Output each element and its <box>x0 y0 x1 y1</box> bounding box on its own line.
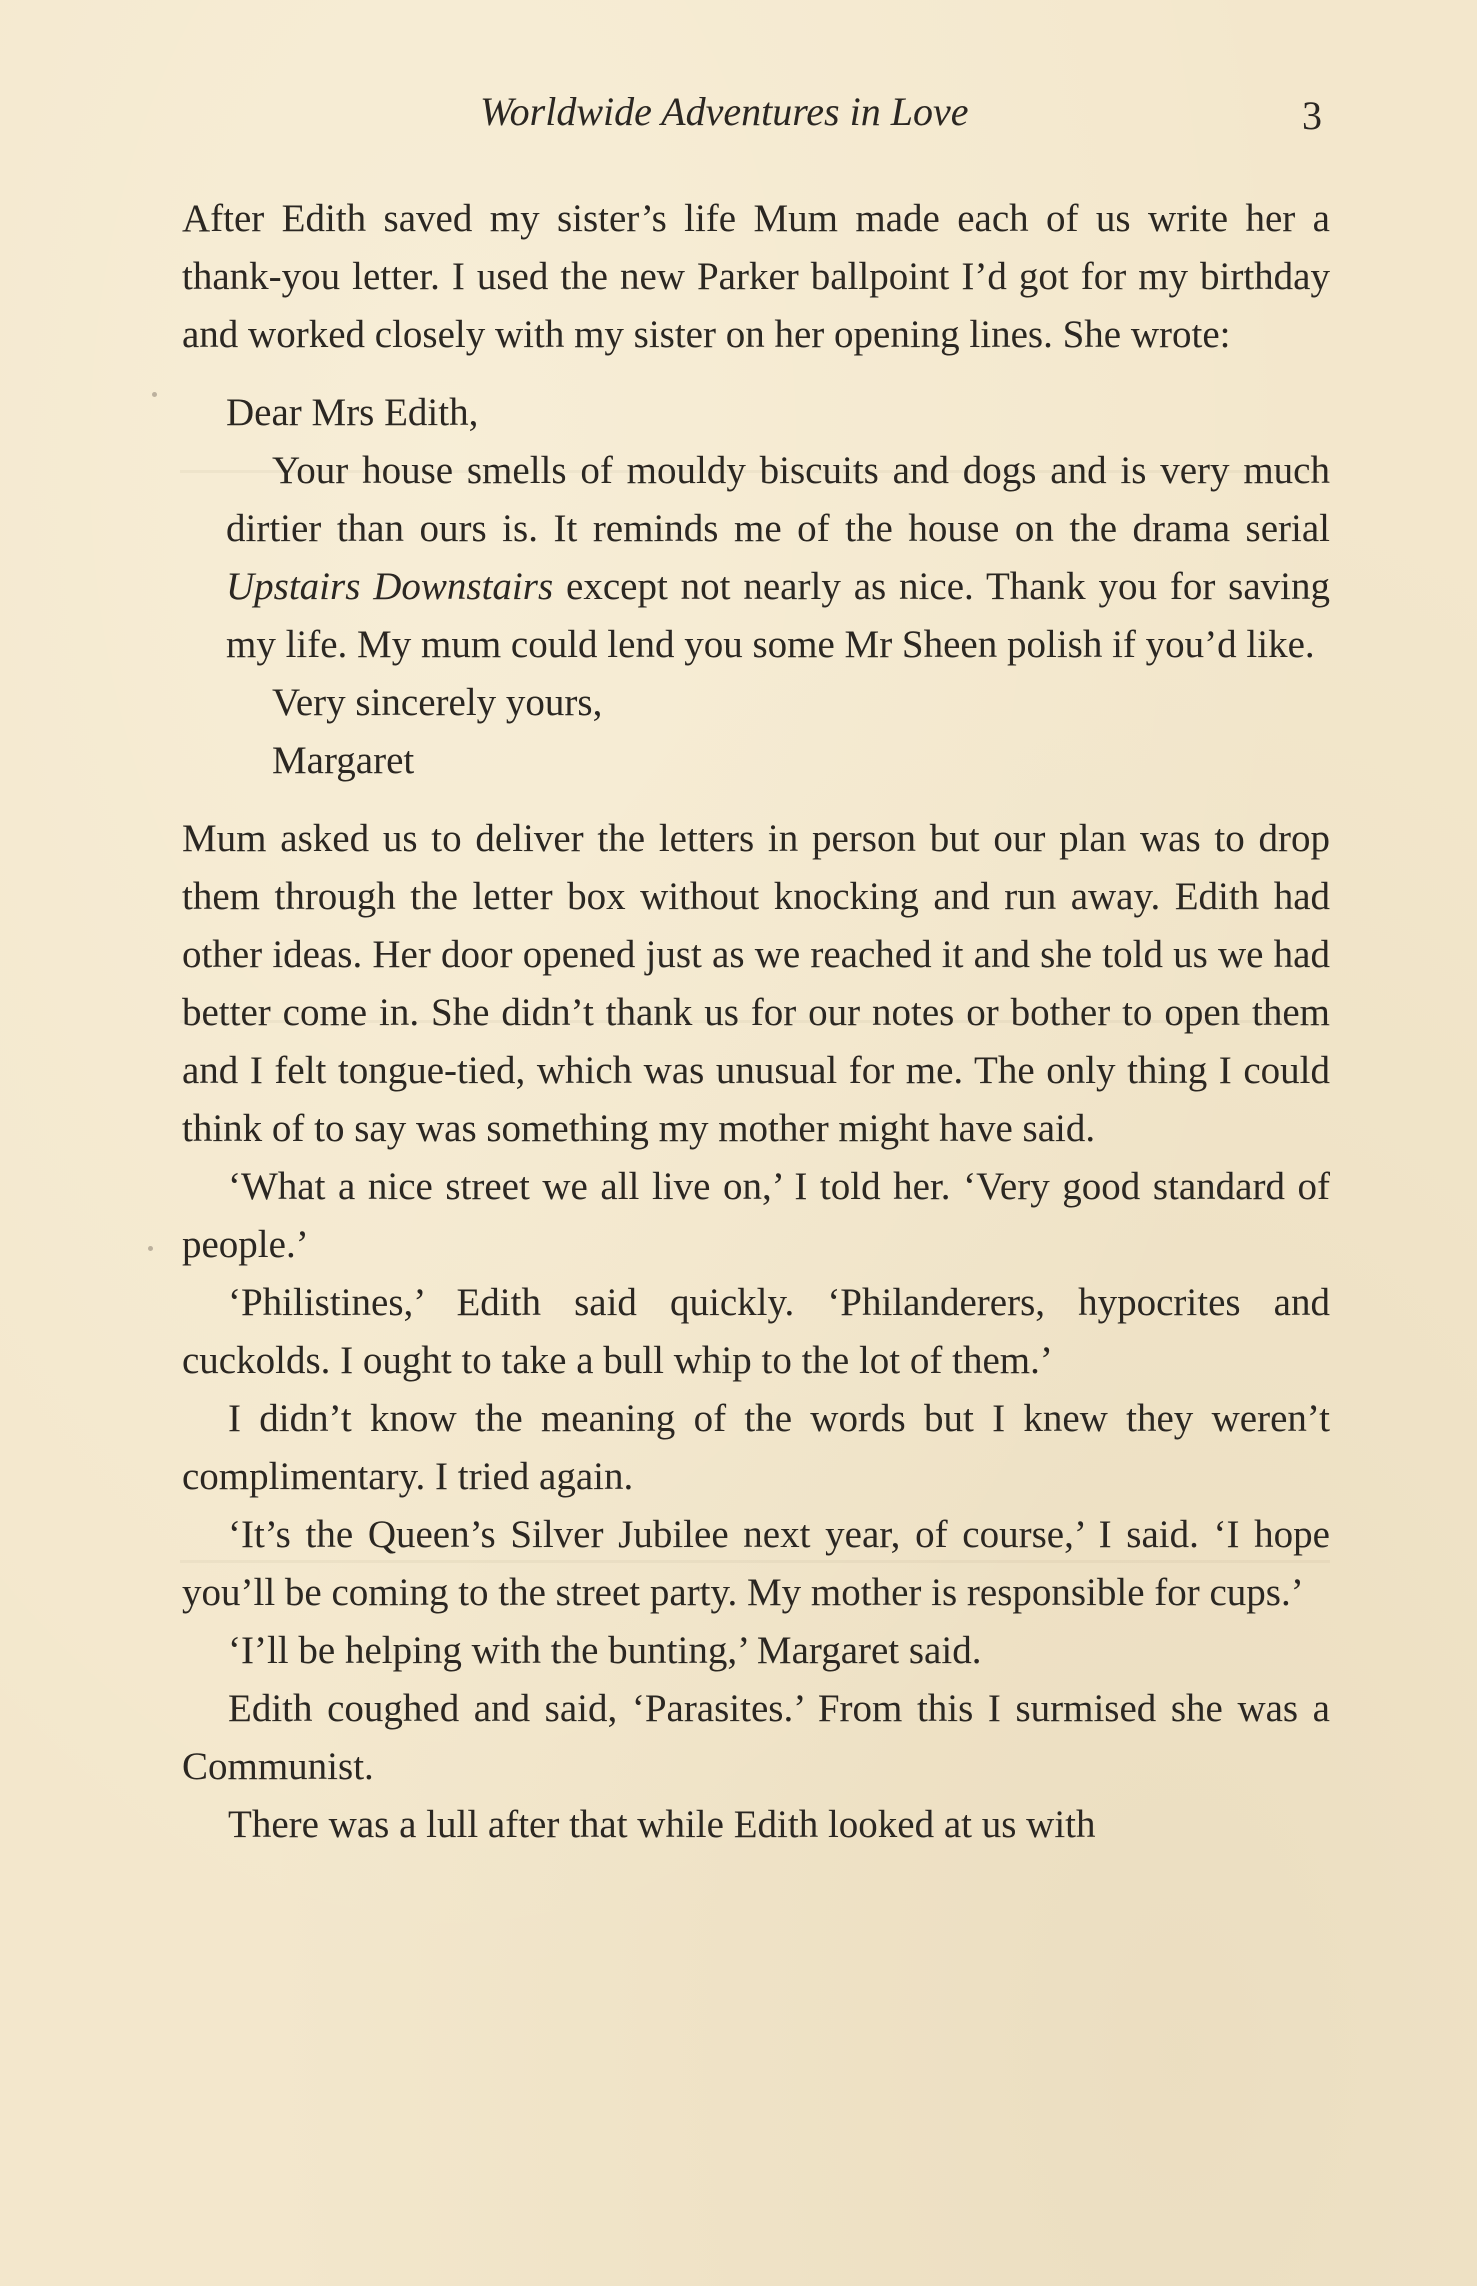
paragraph: There was a lull after that while Edith looked at us with <box>228 1803 1096 1846</box>
letter-salutation: Dear Mrs Edith, <box>226 391 479 434</box>
body-text <box>182 190 1330 1854</box>
quoted-letter <box>226 384 1330 790</box>
running-head <box>0 88 1477 148</box>
letter-body <box>226 442 1330 674</box>
letter-body-text: Your house smells of mouldy biscuits and dogs and is very much dirtier than ours is. It reminds me of the house on the drama serial <box>226 449 1330 550</box>
letter-body-text: except not nearly as nice. Thank you for saving my life. My mum could lend you some Mr Sheen polish if you’d like. <box>226 565 1331 666</box>
paragraph: ‘Philistines,’ Edith said quickly. ‘Philanderers, hypocrites and cuckolds. I ought to take a bull whip to the lot of them.’ <box>182 1281 1330 1382</box>
paper-speck <box>148 1246 153 1251</box>
paragraph: After Edith saved my sister’s life Mum made each of us write her a thank-you letter. I used the new Parker ballpoint I’d got for my birthday and worked closely with my sister on her opening lines. She wrote: <box>182 197 1330 356</box>
letter-closing: Very sincerely yours, <box>272 681 603 724</box>
paragraph: Mum asked us to deliver the letters in person but our plan was to drop them through the letter box without knocking and run away. Edith had other ideas. Her door opened just as we reached it and she told us we had better come in. She didn’t thank us for our notes or bother to open them and I felt tongue-tied, which was unusual for me. The only thing I could think of to say was something my mother might have said. <box>182 817 1330 1150</box>
paragraph: ‘I’ll be helping with the bunting,’ Margaret said. <box>228 1629 982 1672</box>
paragraph: ‘What a nice street we all live on,’ I told her. ‘Very good standard of people.’ <box>182 1165 1330 1266</box>
paragraph: Edith coughed and said, ‘Parasites.’ From this I surmised she was a Communist. <box>182 1687 1330 1788</box>
paper-speck <box>152 392 157 397</box>
paragraph: I didn’t know the meaning of the words but I knew they weren’t complimentary. I tried again. <box>182 1397 1330 1498</box>
running-title: Worldwide Adventures in Love <box>480 89 969 134</box>
paragraph: ‘It’s the Queen’s Silver Jubilee next year, of course,’ I said. ‘I hope you’ll be coming to the street party. My mother is responsible for cups.’ <box>182 1513 1330 1614</box>
letter-signature: Margaret <box>272 739 415 782</box>
letter-show-title: Upstairs Downstairs <box>226 565 554 608</box>
page-number: 3 <box>1302 93 1322 138</box>
